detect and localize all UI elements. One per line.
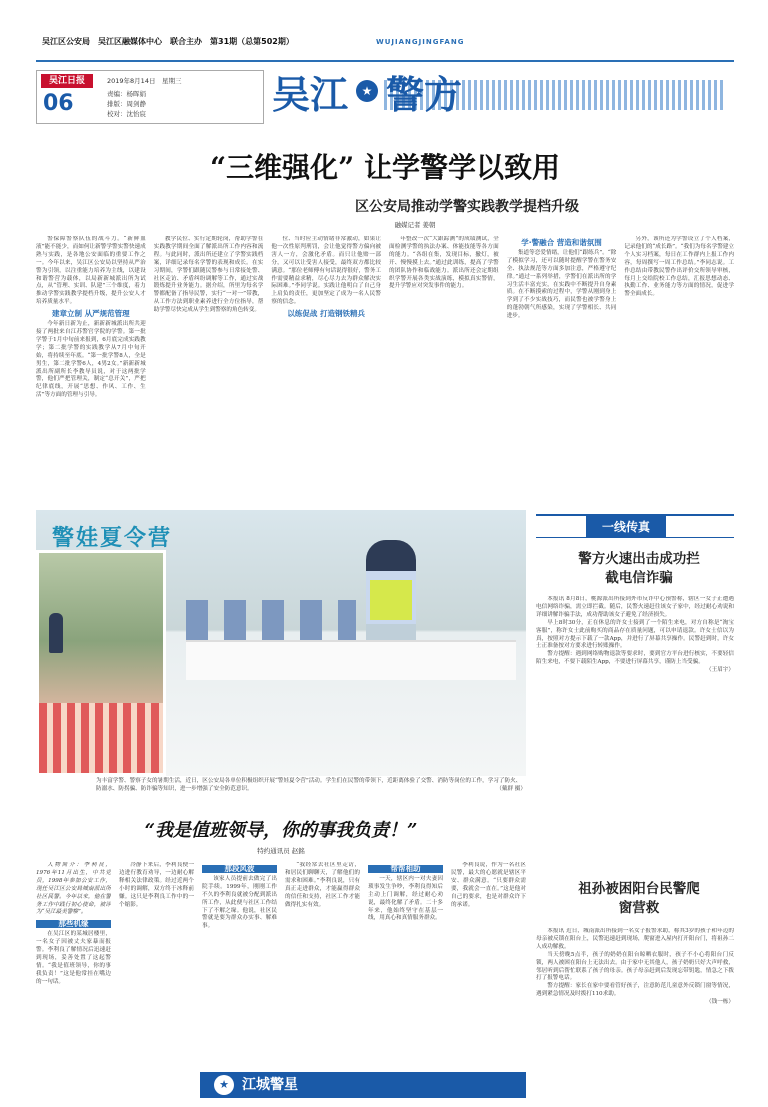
editor: 责编：杨晖娟: [107, 90, 146, 98]
lead-para: 集道等恋爱情绪，让他们“跟练兵”。“除了模拟学习，还可以随时提醒学警在警务安全、执法规范等方面多加注意，严格遵守纪律。”通过一系列举措，学警们在派出所的学习生活丰富充实，在实践中不断提升自身素质。在不断摸索的过程中，学警从刚到身上学到了不少实战技巧，而民警也被学警身上的蓬勃朝气所感染，实现了学警相长、共同进步。: [506, 249, 617, 320]
lead-col-6: [624, 236, 734, 504]
feature-subtitle-2: 那段风波: [202, 865, 277, 873]
lead-body: [36, 236, 734, 504]
star-icon: ★: [214, 1075, 234, 1095]
feature-para: 一天，辖区内一对夫妻因琐事发生争吵，李利良得知后主动上门调解，经过耐心劝说，最终化解了矛盾。二十多年来，他始终坚守在基层一线，用真心和真情服务群众。: [368, 875, 443, 922]
lead-para: 另外，该所还为学警设立了个人档案，记录他们的“成长路”。“我们为每名学警建立个人实习档案，每日在工作群内上报工作内容，每周撰写一周工作总结。”李同志说。工作总结由带教民警作出评价交所领导审核，每月上交给院校工作总结，汇报思想动态、执勤工作、业务能力等方面的情况，促进学警全面成长。: [624, 236, 735, 298]
masthead: [36, 34, 734, 48]
feature-para: “我经常去社区里走访，和居民们聊聊天，了解他们的需求和困难。”李利良说，只有真正走进群众，才能赢得群众的信任和支持，社区工作才能做得扎实有效。: [285, 862, 360, 908]
footer-banner: [200, 1072, 526, 1098]
story2-credit: （钱一栋）: [706, 999, 734, 1006]
sidebar: [536, 510, 734, 1100]
section-title: [264, 66, 734, 126]
story2-body: [536, 928, 734, 1098]
feature-para: 冷静下来后，李利良便一边进行教育劝导，一边耐心解释相关法律政策。经过近两个小时的调解，双方终于冰释前嫌。这只是李利良工作中的一个缩影。: [119, 862, 194, 908]
feature-subhead: 特约通讯员 赵銘: [257, 847, 305, 855]
photo-caption: [96, 778, 526, 794]
feature-para: 李利良说，作为一名社区民警，最大的心愿就是辖区平安、群众满意。“只要群众需要，我就会一直在。”这是他对自己的要求，也是对群众许下的承诺。: [451, 862, 526, 908]
section-title-a: 吴江: [272, 72, 349, 117]
sidebar-tag: [536, 514, 734, 538]
feature-para: 该家人员提前去做完了出院手续。1999年，刚刚工作不久的李利良就被分配到派出所工作，从此便与社区工作结下了不解之缘。他说，社区民警就是要为群众办实事、解难事。: [202, 875, 277, 930]
children-table: [186, 640, 516, 680]
lead-col-5: [507, 236, 617, 504]
masthead-rule: [36, 60, 734, 62]
children-group: [39, 703, 163, 773]
lead-headline: “三维强化” 让学警学以致用: [210, 151, 560, 184]
story1-body: [536, 596, 734, 846]
lead-para: 年整改一次“大跟踪测”的成绩测试，全面检测学警的执法办案、体能技能等各方面的能力。“各组在集，发现目标，撤灯，被开、慢慢摸上去。”通过此训练，提高了学警的团队协作和临战能力。派出所还会定期组织学警开展各类实战演练，模拟真实警情，提升学警应对突发事件的能力。: [389, 236, 499, 290]
designer: 排版：周剑静: [107, 100, 146, 108]
lead-byline: 融媒记者 姜朝: [394, 221, 436, 229]
lead-col-4: [389, 236, 499, 504]
photo-inset: [36, 550, 166, 776]
lead-para: 警保障警察队伍的战斗力。“新鲜血液”能不能少，而如何让新警学警实警快速成熟与实践，是各地公安面临的重要工作之一。今年以来，吴江区公安局以坚持从严治警为引领，以注重能力培养为主线，以建设和谐警营为载体，以局新新城派出所为试点，从“管理、实训、队建”三个维度，着力推动学警实践教学提档升级，提升公安人才培养质量水平。: [36, 236, 146, 306]
feature-col-6: [451, 862, 526, 1062]
page-number: 06: [43, 91, 74, 116]
summer-camp-photo: [36, 510, 526, 776]
lead-subtitle-1: 建章立制 从严规范管理: [52, 309, 130, 319]
lead-para: 教学民位、实行定期轮岗，帮助学警在实践教学期间全面了解派出所工作内容和流程。与此同时，派出所还建立了学警实践档案，详细记录每名学警的表现和成长。在实习期间，学警们跟随民警参与日常接处警、社区走访、矛盾纠纷调解等工作，通过实战锻炼提升业务能力。据介绍，所里为每名学警都配备了指导民警，实行“一对一”带教，从工作方法到职业素养进行全方位指导，帮助学警尽快完成从学生到警察的角色转变。: [153, 236, 264, 314]
story1-para: 早上8时30分，正在休息的许女士接到了一个陌生来电，对方自称是“淘宝客服”，称许女士此前购买的商品存在质量问题，可以申请退款。许女士信以为真，按照对方提示下载了一款App，并进行了屏幕共享操作。民警赶到时，许女士正准备按对方要求进行转账操作。: [536, 619, 734, 650]
masthead-orgs: 吴江区公安局 吴江区融媒体中心 联合主办 第31期（总第502期）: [42, 37, 294, 46]
story2-title: 祖孙被困阳台民警爬窗营救: [578, 881, 700, 916]
feature-subtitle-1: 那些机缘: [36, 920, 111, 928]
feature-subtitle-3: 帮帮相助: [368, 865, 443, 873]
officer-figure: [49, 613, 63, 653]
masthead-pinyin: WUJIANGJINGFANG: [376, 38, 465, 46]
feature-col-1: [36, 862, 111, 1062]
feature-col-5: [368, 862, 443, 1062]
story2-para: 本报讯 近日，城南派出所接到一名女子报警求助，称其3岁的孩子和年迈的母亲被反锁在阳台上，民警迅速赶到现场，爬窗进入屋内打开阳台门，将祖孙二人成功解救。: [536, 928, 734, 950]
feature-body: [36, 862, 526, 1062]
feature-col-4: [285, 862, 360, 1062]
story1-title: 警方火速出击成功拦截电信诈骗: [578, 551, 700, 586]
badge-icon: ★: [356, 80, 378, 102]
feature-headline: “我是值班领导，你的事我负责！”: [144, 820, 418, 841]
story2-para: 当天傍晚5点半，孩子的奶奶在阳台晾晒衣服时，孩子不小心将阳台门反锁，两人被困在阳台上无法出去。由于家中无其他人，孩子奶奶只好大声呼救，邻居听到后帮忙联系了孩子的母亲。孩子母亲赶到后发现忘带钥匙，情急之下拨打了报警电话。: [536, 951, 734, 982]
sidebar-tag-label: 一线传真: [586, 516, 666, 538]
feature-para: 在吴江区的某城居楼里，一名女子因被丈夫家暴而报警。李利良了解情况后迅速赶到现场，妥善处置了这起警情。“我是值班领导，你的事我负责！”这是他常挂在嘴边的一句话。: [36, 931, 111, 985]
feature-col-2: [119, 862, 194, 1062]
feature-profile: 人物简介：李利良，1976年11月出生，中共党员，1998年参加公安工作，现任吴江区公安局城南派出所社区民警。今年以来，他在警务工作中践行初心使命，被评为“吴江最美警察”。: [36, 862, 111, 916]
lead-subtitle-3: 学·警融合 营造和谐氛围: [521, 238, 602, 247]
lead-col-2: [154, 236, 264, 504]
photo-credit: （戴群 摄）: [496, 785, 526, 792]
photo-banner: 警娃夏令营: [52, 525, 173, 551]
section-title-b: 警方: [386, 72, 463, 117]
proofreader: 校对：沈怡宸: [107, 110, 146, 118]
lead-subtitle-2: 以练促战 打造钢铁精兵: [287, 309, 365, 319]
story1-para: 本报讯 8月8日，桃源派出所接到外市反诈中心预警称，辖区一女子正遭遇电信网络诈骗，需立即拦截。随后，民警火速赶往该女子家中，经过耐心劝说和详细讲解诈骗手法，成功帮助该女子避免了经济损失。: [536, 596, 734, 618]
story1-tip: 警方提醒：遇到网络购物退款等要求时，要到官方平台进行核实，不要轻信陌生来电，不要下载陌生App，不要进行屏幕共享，谨防上当受骗。: [536, 651, 734, 666]
photo-caption-text: 为丰富学警、警察子女的暑期生活，近日，区公安局各单位积极组织开展“警娃夏令营”活动。学生们在民警的带领下，近距离体验了交警、消防等岗位的工作，学习了防火、防溺水、防拐骗、防诈骗等知识，进一步增强了安全防范意识。: [96, 778, 522, 792]
meta-box: [36, 70, 264, 124]
issue-date: 2019年8月14日 星期三: [107, 77, 182, 85]
lead-para: 位、当时应主动情绪非常激动，如果让他一次性原判刑罚，会让他觉得警方偏向被害人一方，会激化矛盾。而只让他赔一部分，又可以让受害人接受，最终双方都比较满意。“那位老师傅有句话说得很好，警务工作需要精益求精，尽心尽力去为群众解决实际困难。”李同学说。实践让他明白了自己身上肩负的责任，更加坚定了成为一名人民警察的信念。: [271, 236, 382, 306]
lead-para: 今年新日新为止，新新新城派出所共迎接了两批来自江苏警官学院的学警。第一批学警于1月中旬前来报到，6月底完成实践教学；第二批学警的实践教学从7月中旬开始，将持续至年底。“第一批学警8人，全是男生，第二批学警6人，4男2女。”新新新城派出所副所长李教导员说，对于这两批学警，他们严把管理关，制定“总开关”，严把纪律底线，开展“思想、作风、工作、生活”等方面的管理与引导。: [36, 321, 146, 399]
seated-children: [186, 600, 356, 640]
paper-logo: 吴江日报: [41, 74, 93, 88]
lead-col-3: [271, 236, 381, 504]
feature-col-3: [202, 862, 277, 1062]
lead-col-1: [36, 236, 146, 504]
reflective-vest: [370, 580, 412, 620]
footer-banner-label: 江城警星: [242, 1077, 298, 1093]
lead-subhead: 区公安局推动学警实践教学提档升级: [355, 199, 579, 215]
story2-tip: 警方提醒：家长在家中要看管好孩子，注意防范儿童意外反锁门窗等情况，遇到紧急情况及时拨打110求助。: [536, 983, 734, 998]
story1-credit: （王眉宇）: [706, 667, 734, 674]
